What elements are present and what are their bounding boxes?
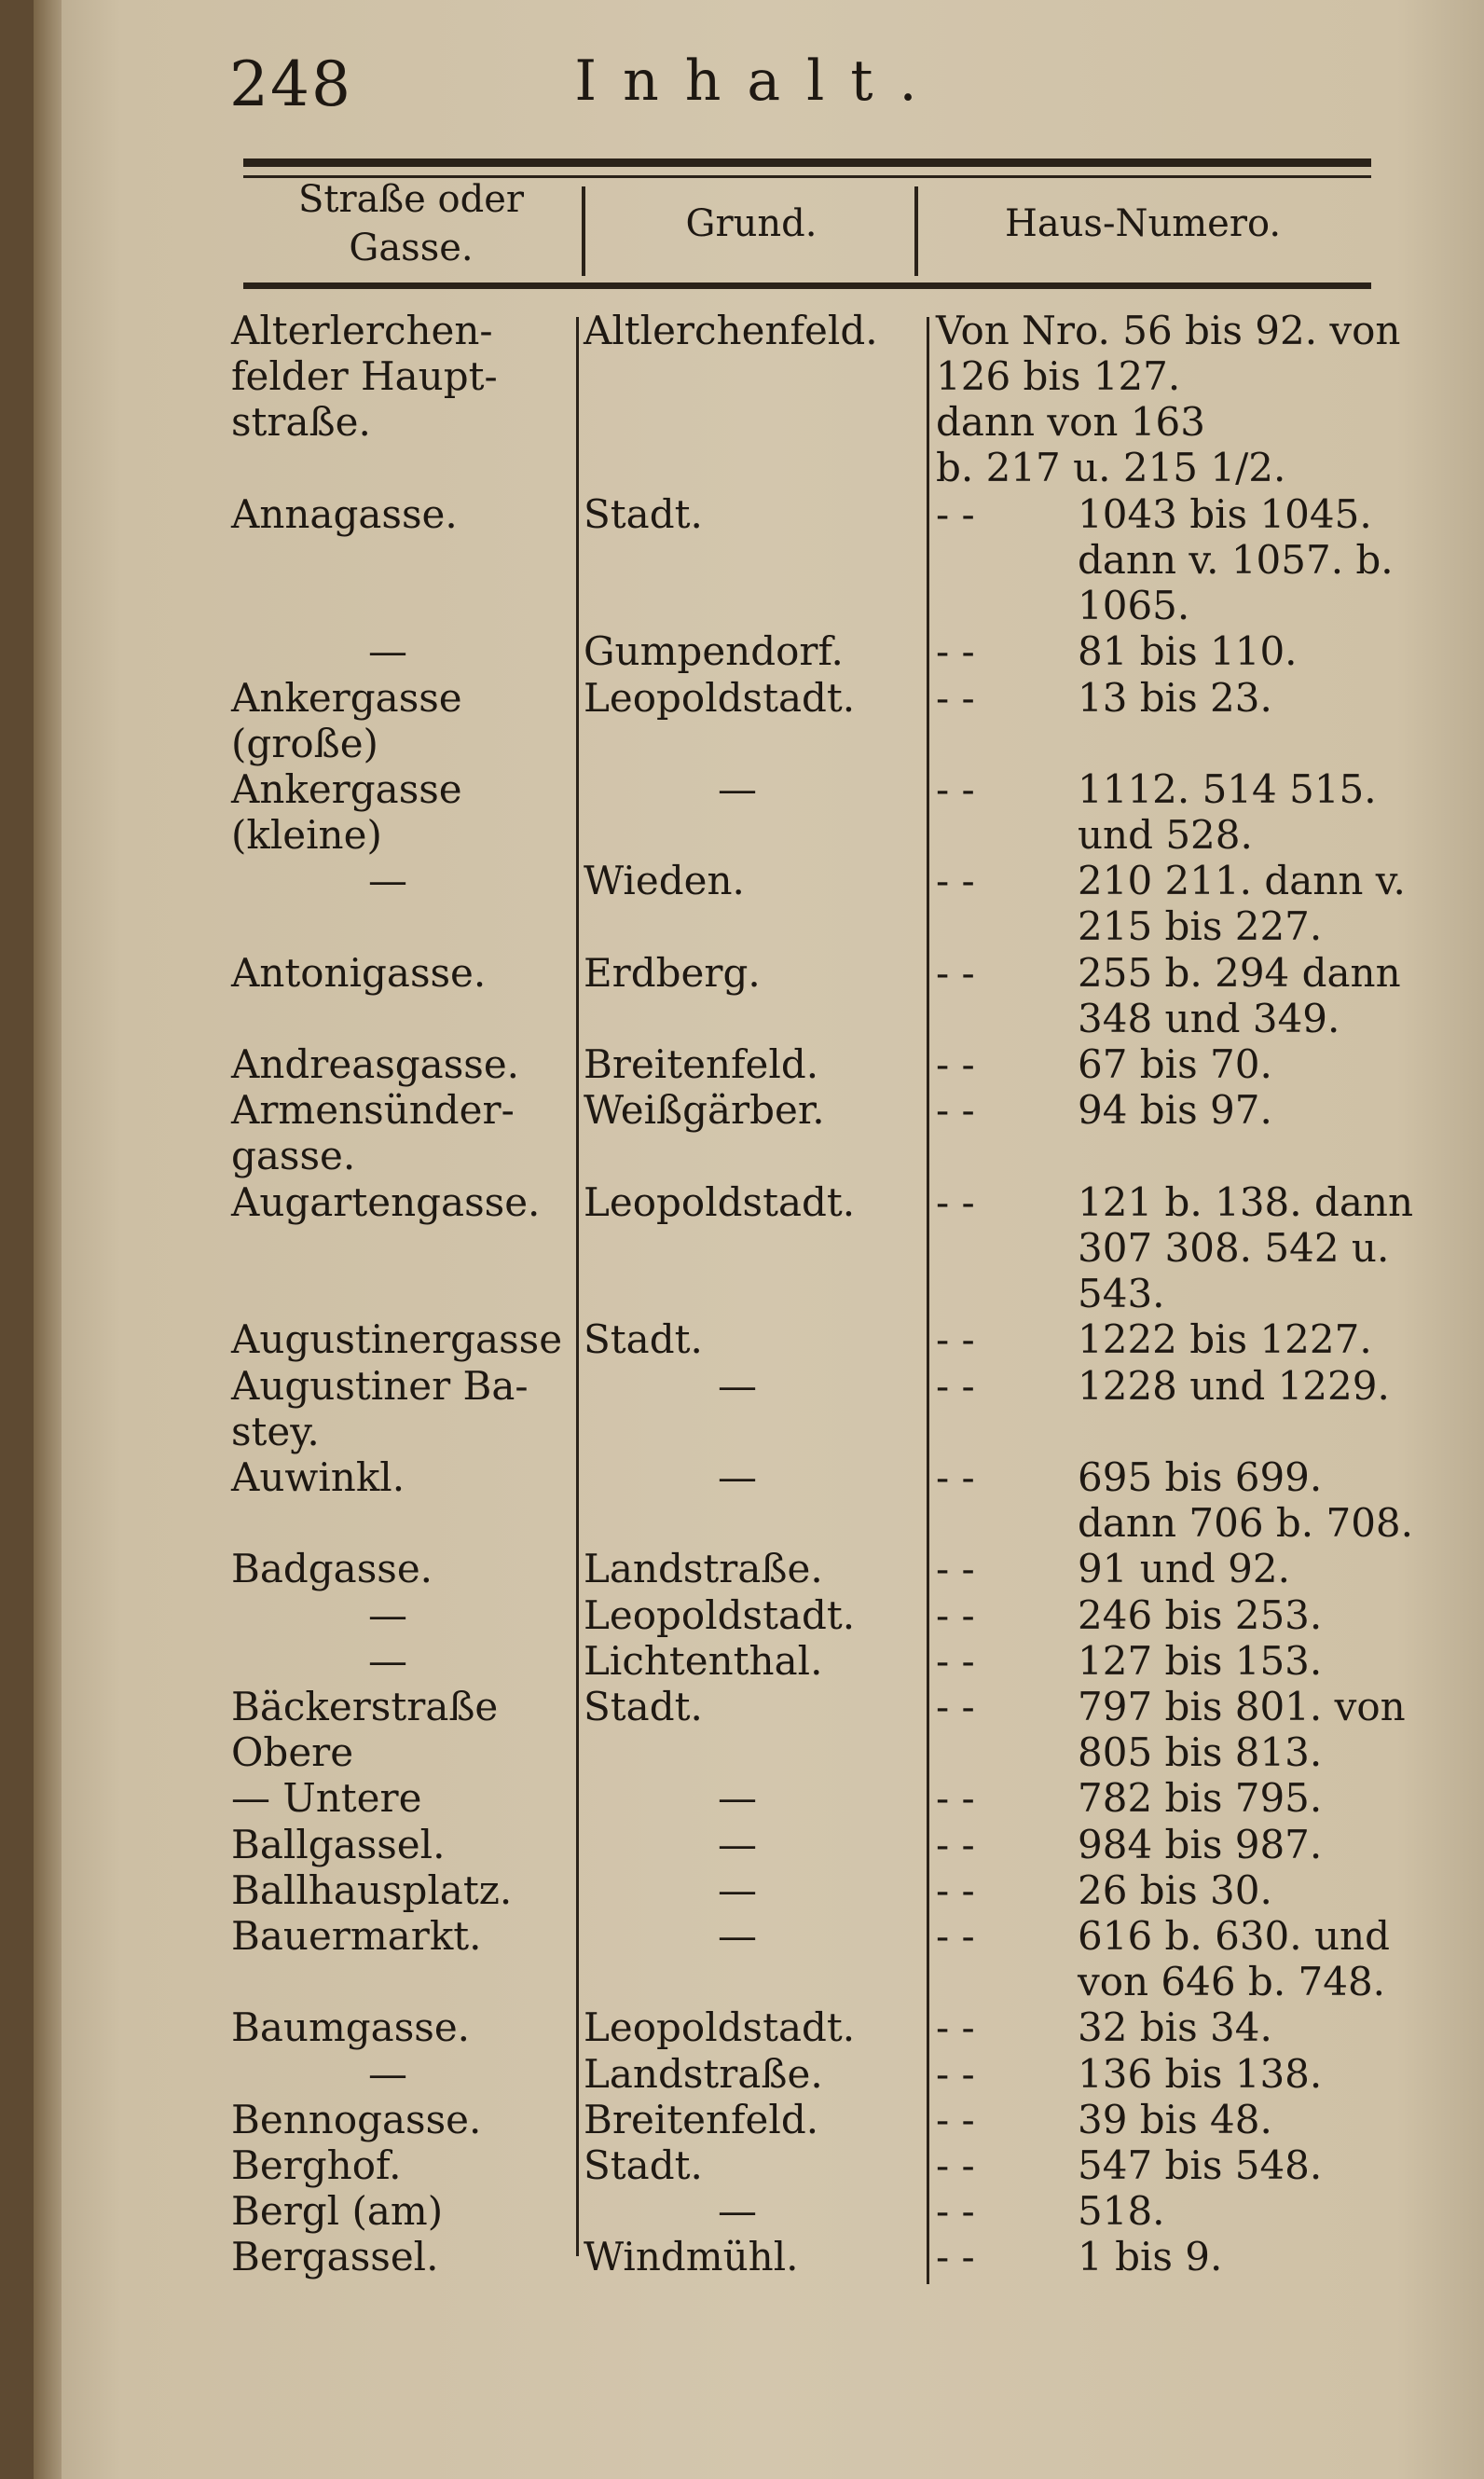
number-prefix: - -	[936, 2234, 975, 2280]
number-prefix: - -	[936, 1087, 975, 1134]
house-numbers: 26 bis 30.	[1078, 1866, 1272, 1913]
house-numbers: 782 bis 795.	[1078, 1775, 1323, 1822]
house-numbers: 547 bis 548.	[1078, 2142, 1323, 2188]
page-header: Inhalt.	[574, 48, 943, 114]
street-name: Bennogasse.	[231, 2096, 482, 2142]
ground-name: —	[718, 1821, 757, 1867]
house-numbers: 984 bis 987.	[1078, 1821, 1323, 1867]
house-numbers: 210 211. dann v. 215 bis 227.	[1078, 858, 1406, 950]
street-name: Bauermarkt.	[231, 1913, 482, 1959]
street-name: —	[368, 858, 407, 904]
number-prefix: - -	[936, 1913, 975, 1959]
page-gutter	[34, 0, 62, 2479]
ground-name: —	[718, 1913, 757, 1959]
book-page	[34, 0, 1484, 2479]
number-prefix: - -	[936, 949, 975, 996]
ground-name: Landstraße.	[584, 2050, 823, 2097]
street-name: Ankergasse (kleine)	[231, 766, 462, 858]
street-name: Berghof.	[231, 2142, 402, 2188]
street-name: —	[368, 1637, 407, 1684]
street-name: Antonigasse.	[231, 949, 487, 996]
column-separator-ground	[576, 317, 579, 2256]
house-numbers: Von Nro. 56 bis 92. von 126 bis 127. dann von 163 b. 217 u. 215 1/2.	[936, 308, 1401, 490]
column-header-street: Straße oder Gasse.	[297, 178, 525, 269]
column-header-number: Haus-Numero.	[1004, 202, 1282, 245]
number-prefix: - -	[936, 1362, 975, 1409]
street-name: Bäckerstraße Obere	[231, 1684, 499, 1775]
house-numbers: 13 bis 23.	[1078, 674, 1272, 721]
street-name: Ankergasse (große)	[231, 674, 462, 766]
house-numbers: 32 bis 34.	[1078, 2004, 1272, 2051]
street-name: —	[368, 2050, 407, 2097]
street-name: —	[368, 628, 407, 675]
ground-name: Erdberg.	[584, 949, 761, 996]
street-name: Andreasgasse.	[231, 1041, 520, 1088]
house-numbers: 67 bis 70.	[1078, 1041, 1272, 1088]
street-name: Armensünder- gasse.	[231, 1087, 515, 1179]
number-prefix: - -	[936, 858, 975, 904]
header-separator-2	[914, 186, 918, 276]
number-prefix: - -	[936, 628, 975, 675]
number-prefix: - -	[936, 1316, 975, 1363]
number-prefix: - -	[936, 2142, 975, 2188]
ground-name: Leopoldstadt.	[584, 2004, 856, 2051]
page-number: 248	[229, 48, 352, 120]
street-name: Badgasse.	[231, 1546, 433, 1592]
number-prefix: - -	[936, 674, 975, 721]
ground-name: Leopoldstadt.	[584, 1591, 856, 1638]
column-separator-number	[927, 317, 929, 2284]
top-rule	[243, 158, 1371, 167]
ground-name: —	[718, 1775, 757, 1822]
ground-name: Altlerchenfeld.	[584, 308, 878, 353]
street-name: Augustinergasse	[231, 1316, 563, 1363]
number-prefix: - -	[936, 2188, 975, 2235]
house-numbers: 518.	[1078, 2188, 1165, 2235]
number-prefix: - -	[936, 2050, 975, 2097]
ground-name: Gumpendorf.	[584, 628, 844, 675]
number-prefix: - -	[936, 1041, 975, 1088]
ground-name: Lichtenthal.	[584, 1637, 823, 1684]
ground-name: —	[718, 1454, 757, 1500]
street-name: Bergl (am)	[231, 2188, 444, 2235]
house-numbers: 797 bis 801. von 805 bis 813.	[1078, 1684, 1406, 1775]
street-name: Baumgasse.	[231, 2004, 471, 2051]
ground-name: Windmühl.	[584, 2234, 799, 2280]
street-name: Augartengasse.	[231, 1178, 541, 1225]
column-header-ground: Grund.	[685, 202, 818, 245]
street-name: Ballhausplatz.	[231, 1866, 513, 1913]
ground-name: Breitenfeld.	[584, 2096, 819, 2142]
number-prefix: - -	[936, 490, 975, 537]
house-numbers: 1 bis 9.	[1078, 2234, 1223, 2280]
house-numbers: 1222 bis 1227.	[1078, 1316, 1372, 1363]
number-prefix: - -	[936, 1637, 975, 1684]
ground-name: —	[718, 1362, 757, 1409]
number-prefix: - -	[936, 1454, 975, 1500]
house-numbers: 127 bis 153.	[1078, 1637, 1323, 1684]
house-numbers: 1112. 514 515. und 528.	[1078, 766, 1377, 858]
street-name: Alterlerchen- felder Haupt- straße.	[231, 308, 498, 445]
header-rule	[243, 282, 1371, 289]
house-numbers: 136 bis 138.	[1078, 2050, 1323, 2097]
number-prefix: - -	[936, 1775, 975, 1822]
ground-name: Weißgärber.	[584, 1087, 825, 1134]
ground-name: —	[718, 766, 757, 812]
house-numbers: 121 b. 138. dann 307 308. 542 u. 543.	[1078, 1178, 1413, 1316]
number-prefix: - -	[936, 1591, 975, 1638]
number-prefix: - -	[936, 1866, 975, 1913]
street-name: Ballgassel.	[231, 1821, 446, 1867]
street-name: Augustiner Ba- stey.	[231, 1362, 529, 1454]
house-numbers: 94 bis 97.	[1078, 1087, 1272, 1134]
number-prefix: - -	[936, 2004, 975, 2051]
ground-name: Stadt.	[584, 2142, 703, 2188]
street-name: —	[368, 1591, 407, 1638]
house-numbers: 1043 bis 1045. dann v. 1057. b. 1065.	[1078, 490, 1394, 628]
number-prefix: - -	[936, 1178, 975, 1225]
house-numbers: 91 und 92.	[1078, 1546, 1290, 1592]
ground-name: Landstraße.	[584, 1546, 823, 1592]
house-numbers: 246 bis 253.	[1078, 1591, 1323, 1638]
ground-name: —	[718, 1866, 757, 1913]
ground-name: —	[718, 2188, 757, 2235]
ground-name: Stadt.	[584, 1684, 703, 1729]
street-name: Annagasse.	[231, 490, 458, 537]
house-numbers: 81 bis 110.	[1078, 628, 1298, 675]
street-name: Bergassel.	[231, 2234, 439, 2280]
ground-name: Leopoldstadt.	[584, 1178, 856, 1225]
house-numbers: 39 bis 48.	[1078, 2096, 1272, 2142]
ground-name: Wieden.	[584, 858, 745, 904]
house-numbers: 1228 und 1229.	[1078, 1362, 1390, 1409]
house-numbers: 616 b. 630. und von 646 b. 748.	[1078, 1913, 1390, 2004]
header-separator-1	[582, 186, 585, 276]
house-numbers: 255 b. 294 dann 348 und 349.	[1078, 949, 1401, 1041]
number-prefix: - -	[936, 766, 975, 812]
number-prefix: - -	[936, 2096, 975, 2142]
ground-name: Stadt.	[584, 1316, 703, 1363]
number-prefix: - -	[936, 1821, 975, 1867]
house-numbers: 695 bis 699. dann 706 b. 708.	[1078, 1454, 1413, 1546]
ground-name: Stadt.	[584, 490, 703, 537]
number-prefix: - -	[936, 1684, 975, 1729]
number-prefix: - -	[936, 1546, 975, 1592]
ground-name: Leopoldstadt.	[584, 674, 856, 721]
street-name: Auwinkl.	[231, 1454, 405, 1500]
street-name: — Untere	[231, 1775, 422, 1822]
ground-name: Breitenfeld.	[584, 1041, 819, 1088]
